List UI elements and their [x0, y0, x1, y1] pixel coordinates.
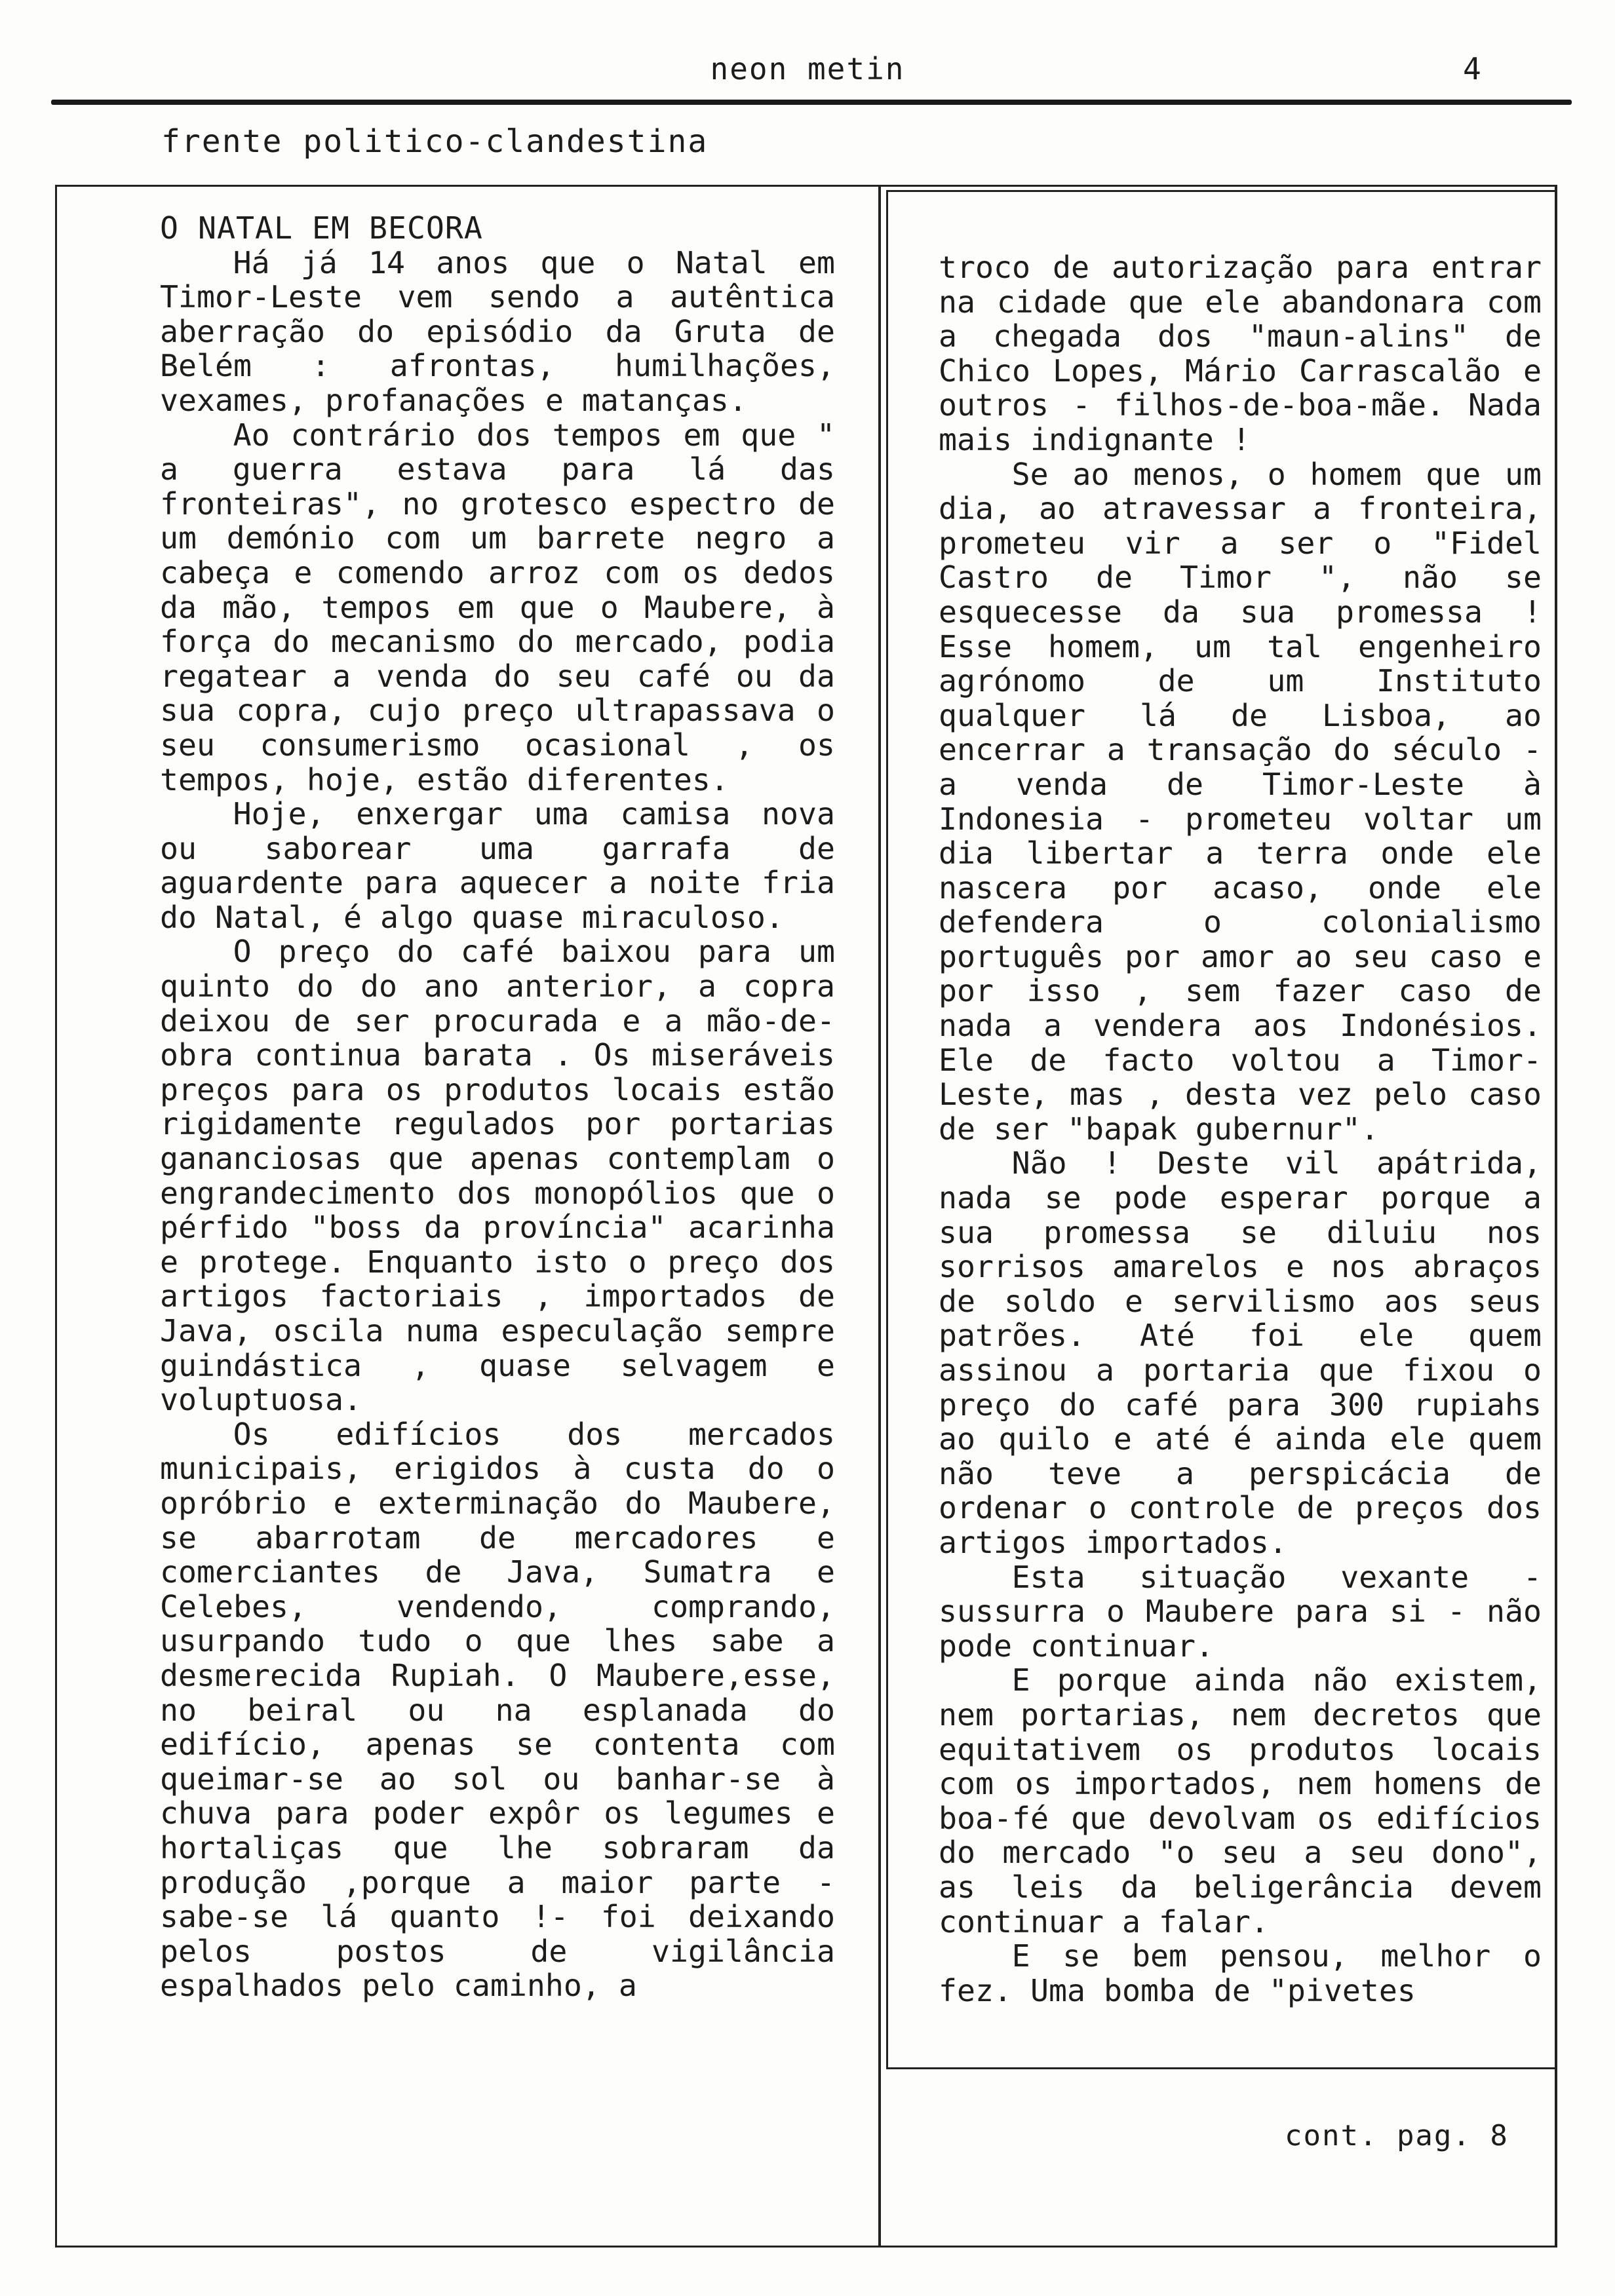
page-number: 4: [1463, 51, 1481, 86]
header-rule: [51, 100, 1572, 105]
paragraph: troco de autorização para entrar na cidade que ele abandonara com a chegada dos "maun-alins" de Chico Lopes, Mário Carrascalão e outros - filhos-de-boa-mãe. Nada mais indignante !: [939, 250, 1542, 457]
paragraph: Não ! Deste vil apátrida, nada se pode esperar porque a sua promessa se diluiu nos sorrisos amarelos e nos abraços de soldo e servilismo aos seus patrões. Até foi ele quem assinou a portaria que fixou o preço do café para 300 rupiahs ao quilo e até é ainda ele quem não teve a perspicácia de ordenar o controle de preços dos artigos importados.: [939, 1145, 1542, 1560]
paragraph: Esta situação vexante - sussurra o Maubere para si - não pode continuar.: [939, 1559, 1542, 1664]
paragraph: Hoje, enxergar uma camisa nova ou saborear uma garrafa de aguardente para aquecer a noite fria do Natal, é algo quase miraculoso.: [160, 796, 835, 935]
section-label: frente politico-clandestina: [161, 123, 709, 160]
column-divider: [878, 185, 881, 2248]
newsletter-title: neon metin: [710, 51, 905, 86]
paragraph: O preço do café baixou para um quinto do do ano anterior, a copra deixou de ser procurada e a mão-de-obra continua barata . Os miseráveis preços para os produtos locais estão rigidamente regulados por portarias gananciosas que apenas contemplam o engrandecimento dos monopólios que o pérfido "boss da província" acarinha e protege. Enquanto isto o preço dos artigos factoriais , importados de Java, oscila numa especulação sempre guindástica , quase selvagem e voluptuosa.: [160, 934, 835, 1418]
continuation-note: cont. pag. 8: [1285, 2119, 1509, 2152]
article-right-column: [939, 250, 1542, 2008]
paragraph: Ao contrário dos tempos em que " a guerra estava para lá das fronteiras", no grotesco espectro de um demónio com um barrete negro a cabeça e comendo arroz com os dedos da mão, tempos em que o Maubere, à força do mecanismo do mercado, podia regatear a venda do seu café ou da sua copra, cujo preço ultrapassava o seu consumerismo ocasional , os tempos, hoje, estão diferentes.: [160, 417, 835, 797]
paragraph: E porque ainda não existem, nem portarias, nem decretos que equitativem os produtos locais com os importados, nem homens de boa-fé que devolvam os edifícios do mercado "o seu a seu dono", as leis da beligerância devem continuar a falar.: [939, 1662, 1542, 1940]
paragraph: Há já 14 anos que o Natal em Timor-Leste vem sendo a autêntica aberração do episódio da Gruta de Belém : afrontas, humilhações, vexames, profanações e matanças.: [160, 244, 835, 418]
paragraph: Se ao menos, o homem que um dia, ao atravessar a fronteira, prometeu vir a ser o "Fidel Castro de Timor ", não se esquecesse da sua promessa ! Esse homem, um tal engenheiro agrónomo de um Instituto qualquer lá de Lisboa, ao encerrar a transação do século - a venda de Timor-Leste à Indonesia - prometeu voltar um dia libertar a terra onde ele nascera por acaso, onde ele defendera o colonialismo português por amor ao seu caso e por isso , sem fazer caso de nada a vendera aos Indonésios. Ele de facto voltou a Timor-Leste, mas , desta vez pelo caso de ser "bapak gubernur".: [939, 456, 1542, 1147]
paragraph: Os edifícios dos mercados municipais, erigidos à custa do o opróbrio e exterminação do Maubere, se abarrotam de mercadores e comerciantes de Java, Sumatra e Celebes, vendendo, comprando, usurpando tudo o que lhes sabe a desmerecida Rupiah. O Maubere,esse, no beiral ou na esplanada do edifício, apenas se contenta com queimar-se ao sol ou banhar-se à chuva para poder expôr os legumes e hortaliças que lhe sobraram da produção ,porque a maior parte - sabe-se lá quanto !- foi deixando pelos postos de vigilância espalhados pelo caminho, a: [160, 1416, 835, 2004]
article-left-column: [160, 211, 835, 2003]
paragraph: E se bem pensou, melhor o fez. Uma bomba de "pivetes: [939, 1938, 1542, 2008]
article-title: O NATAL EM BECORA: [160, 210, 483, 246]
